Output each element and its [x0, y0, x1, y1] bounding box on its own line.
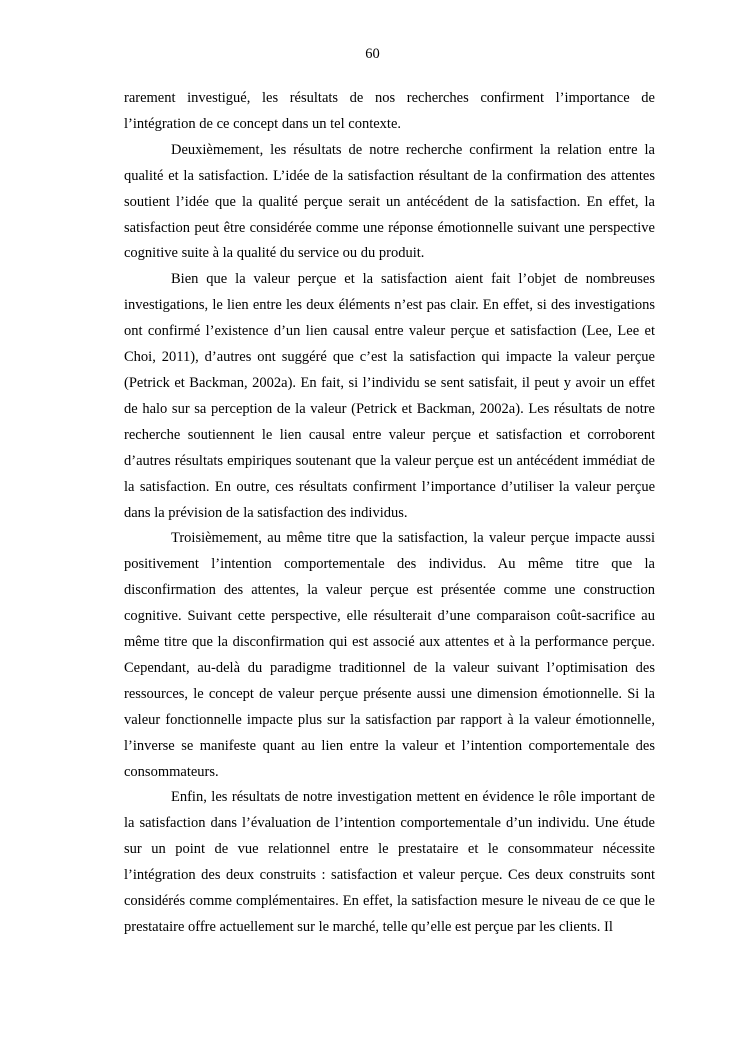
document-body [124, 86, 655, 941]
paragraph-value-satisfaction: Bien que la valeur perçue et la satisfaction aient fait l’objet de nombreuses investigations, le lien entre les deux éléments n’est pas clair. En effet, si des investigations ont confirmé l’existence d’un lien causal entre valeur perçue et satisfaction (Lee, Lee et Choi, 2011), d’autres ont suggéré que c’est la satisfaction qui impacte la valeur perçue (Petrick et Backman, 2002a). En fait, si l’individu se sent satisfait, il peut y avoir un effet de halo sur sa perception de la valeur (Petrick et Backman, 2002a). Les résultats de notre recherche soutiennent le lien causal entre valeur perçue et satisfaction et corroborent d’autres résultats empiriques soutenant que la valeur perçue est un antécédent immédiat de la satisfaction. En outre, ces résultats confirment l’importance d’utiliser la valeur perçue dans la prévision de la satisfaction des individus. [124, 271, 655, 521]
paragraph-continuation: rarement investigué, les résultats de nos recherches confirment l’importance de l’intégration de ce concept dans un tel contexte. [124, 90, 655, 132]
paragraph-quality-satisfaction: Deuxièmement, les résultats de notre recherche confirment la relation entre la qualité et la satisfaction. L’idée de la satisfaction résultant de la confirmation des attentes soutient l’idée que la qualité perçue serait un antécédent de la satisfaction. En effet, la satisfaction peut être considérée comme une réponse émotionnelle suivant une perspective cognitive suite à la qualité du service ou du produit. [124, 141, 655, 262]
paragraph-satisfaction-intention: Enfin, les résultats de notre investigation mettent en évidence le rôle important de la satisfaction dans l’évaluation de l’intention comportementale d’un individu. Une étude sur un point de vue relationnel entre le prestataire et le consommateur nécessite l’intégration des deux construits : satisfaction et valeur perçue. Ces deux construits sont considérés comme complémentaires. En effet, la satisfaction mesure le niveau de ce que le prestataire offre actuellement sur le marché, telle qu’elle est perçue par les clients. Il [124, 789, 655, 935]
page-number: 60 [365, 46, 380, 62]
paragraph-value-intention: Troisièmement, au même titre que la satisfaction, la valeur perçue impacte aussi positivement l’intention comportementale des individus. Au même titre que la disconfirmation des attentes, la valeur perçue est présentée comme une construction cognitive. Suivant cette perspective, elle résulterait d’une comparaison coût-sacrifice au même titre que la disconfirmation qui est associé aux attentes et à la performance perçue. Cependant, au-delà du paradigme traditionnel de la valeur suivant l’optimisation des ressources, le concept de valeur perçue présente aussi une dimension émotionnelle. Si la valeur fonctionnelle impacte plus sur la satisfaction par rapport à la valeur émotionnelle, l’inverse se manifeste quant au lien entre la valeur et l’intention comportementale des consommateurs. [124, 530, 655, 780]
